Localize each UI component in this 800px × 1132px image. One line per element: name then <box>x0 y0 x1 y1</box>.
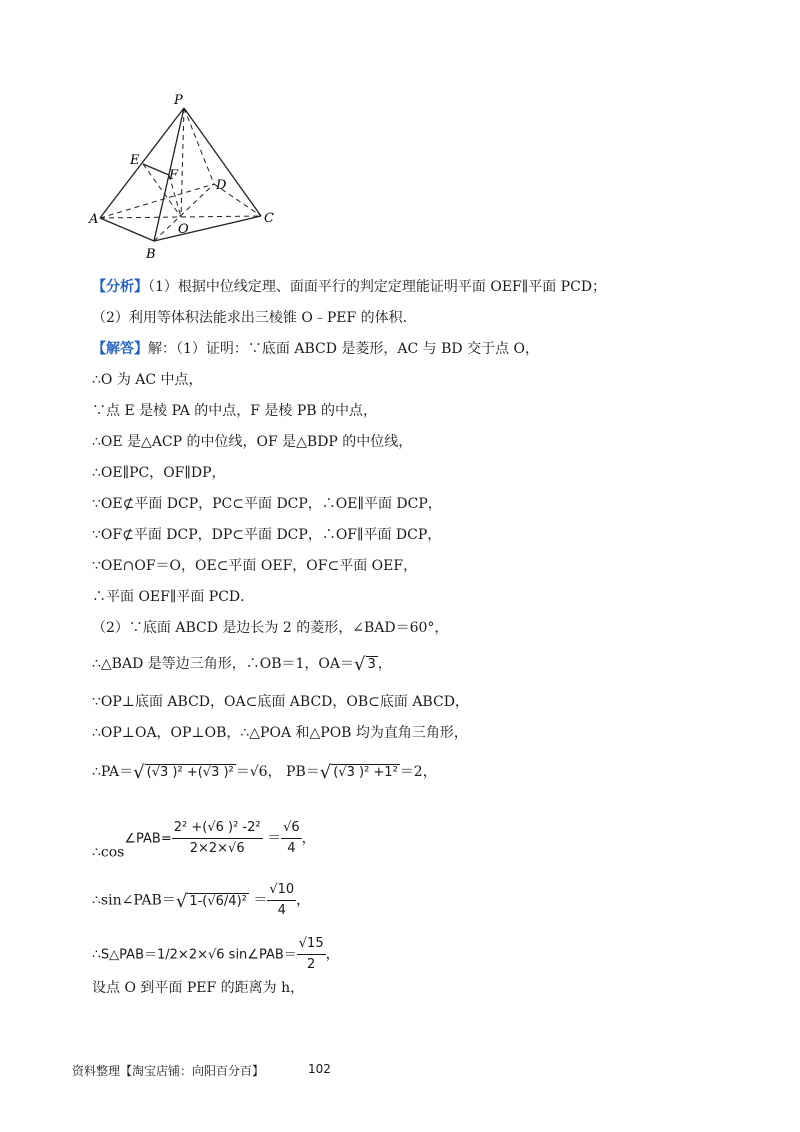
label-p: P <box>174 93 183 108</box>
area-line <box>92 934 340 975</box>
pb-radical: √ (√3 )² +1² <box>319 762 398 783</box>
solution-tag: 【解答】 <box>92 341 148 357</box>
cos-prefix: ∴cos <box>92 844 125 861</box>
solution-line-10: ∴△BAD 是等边三角形，∴OB＝1，OA＝√ 3 ， <box>92 654 392 675</box>
cos-end: ， <box>301 830 316 847</box>
cos-angle: ∠PAB= <box>124 831 172 847</box>
pb-prefix: PB＝ <box>286 764 320 780</box>
label-a: A <box>89 212 99 227</box>
pb-result: ＝2， <box>399 764 437 780</box>
cos-result: $\frac{√6}{4}$ <box>283 820 300 856</box>
sqrt-3: √ 3 <box>354 654 376 675</box>
solution-line-1: ∴O 为 AC 中点， <box>92 372 203 388</box>
cos-equals: ＝ <box>267 830 282 847</box>
label-f: F <box>169 168 179 183</box>
label-c: C <box>264 211 274 226</box>
solution-text-10: ∴△BAD 是等边三角形，∴OB＝1，OA＝ <box>92 656 355 672</box>
solution-line-0 <box>92 339 539 359</box>
pa-radical: √ (√3 )² +(√3 )² <box>133 762 234 783</box>
solution-line-7: ∵OE∩OF＝O，OE⊂平面 OEF，OF⊂平面 OEF， <box>92 558 418 574</box>
solution-line-5: ∵OE⊄平面 DCP，PC⊂平面 DCP，∴OE∥平面 DCP， <box>92 496 442 512</box>
pa-prefix: ∴PA＝ <box>92 764 134 780</box>
pa-result: ＝√6， <box>235 764 282 780</box>
solution-last-line: 设点 O 到平面 PEF 的距离为 h， <box>92 980 305 996</box>
label-o: O <box>178 222 189 237</box>
area-lhs: S△PAB <box>100 947 144 963</box>
sin-line <box>92 880 310 921</box>
solution-line-2: ∵点 E 是棱 PA 的中点，F 是棱 PB 的中点， <box>92 403 378 419</box>
area-mid: ＝1/2×2×√6 sin∠PAB＝ <box>144 947 297 963</box>
page-footer <box>72 1062 331 1079</box>
solution-line-6: ∵OF⊄平面 DCP，DP⊂平面 DCP，∴OF∥平面 DCP， <box>92 527 442 543</box>
page-number: 102 <box>308 1062 331 1076</box>
pyramid-figure <box>86 88 286 268</box>
label-d: D <box>216 178 227 193</box>
solution-line-12: ∴OP⊥OA，OP⊥OB，∴△POA 和△POB 均为直角三角形， <box>92 725 468 741</box>
label-e: E <box>130 153 140 168</box>
solution-line-9: （2）∵底面 ABCD 是边长为 2 的菱形，∠BAD＝60°， <box>92 620 449 636</box>
cos-line <box>92 818 316 863</box>
solution-line-11: ∵OP⊥底面 ABCD，OA⊂底面 ABCD，OB⊂底面 ABCD， <box>92 694 469 710</box>
area-end: ， <box>325 946 340 963</box>
sin-radical: √ 1-(√6/4)² <box>175 890 247 912</box>
footer-source: 资料整理【淘宝店铺：向阳百分百】 <box>72 1064 265 1078</box>
sin-result: $\frac{√10}{4}$ <box>269 882 295 918</box>
sin-prefix: ∴sin∠PAB＝ <box>92 892 176 909</box>
solution-line-3: ∴OE 是△ACP 的中位线，OF 是△BDP 的中位线， <box>92 434 413 450</box>
analysis-tag: 【分析】 <box>92 279 148 295</box>
label-b: B <box>146 247 156 262</box>
sin-end: ， <box>296 892 311 909</box>
sin-equals: ＝ <box>253 892 268 909</box>
solution-line-4: ∴OE∥PC，OF∥DP， <box>92 465 226 481</box>
solution-line-8: ∴平面 OEF∥平面 PCD． <box>92 589 255 605</box>
cos-fraction: $\frac{\text{2² +(√6 )² -2²}}{2\times 2\times√6}$ <box>173 820 261 856</box>
area-prefix: ∴ <box>92 946 101 963</box>
solution-text-0: 解：（1）证明：∵底面 ABCD 是菱形，AC 与 BD 交于点 O， <box>148 341 540 357</box>
analysis-line-2: （2）利用等体积法能求出三棱锥 O﹣PEF 的体积． <box>92 310 417 326</box>
analysis-text-1: （1）根据中位线定理、面面平行的判定定理能证明平面 OEF∥平面 PCD； <box>148 279 607 295</box>
area-result: $\frac{√15}{2}$ <box>298 936 324 972</box>
analysis-line-1 <box>92 277 606 297</box>
pa-pb-line <box>92 762 437 783</box>
